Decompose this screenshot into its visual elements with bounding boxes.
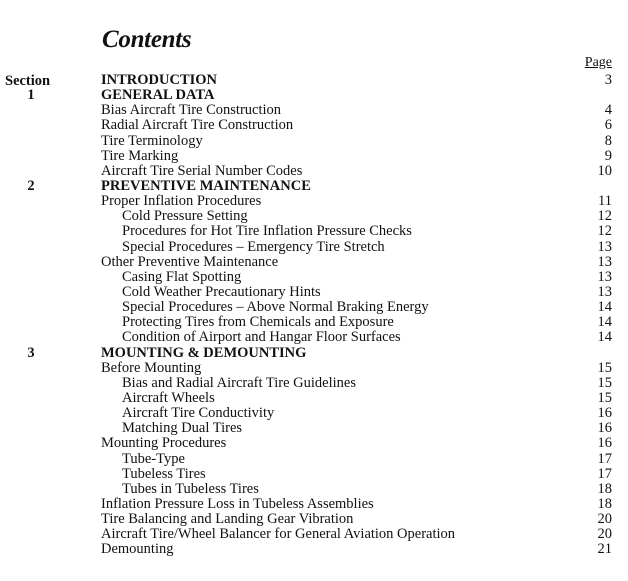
entry-title: Other Preventive Maintenance <box>101 253 279 270</box>
toc-entry[interactable] <box>0 361 628 376</box>
toc-entry[interactable] <box>0 149 628 164</box>
toc-entry[interactable] <box>0 103 628 118</box>
entry-title: Aircraft Tire/Wheel Balancer for General Aviation Operation <box>101 526 456 543</box>
toc-entry[interactable] <box>0 436 628 451</box>
page-number: 14 <box>597 314 612 331</box>
entry-title: Special Procedures – Above Normal Braking Energy <box>122 299 429 316</box>
entry-title: Cold Pressure Setting <box>122 208 248 225</box>
entry-title: Radial Aircraft Tire Construction <box>101 117 294 134</box>
page-number: 15 <box>597 389 612 406</box>
page-number: 15 <box>597 359 612 376</box>
table-of-contents <box>0 73 628 558</box>
page-number: 13 <box>597 238 612 255</box>
entry-title: Inflation Pressure Loss in Tubeless Assemblies <box>101 495 374 512</box>
toc-entry[interactable] <box>0 240 628 255</box>
entry-title: MOUNTING & DEMOUNTING <box>101 344 307 361</box>
toc-entry[interactable] <box>0 164 628 179</box>
page-number: 14 <box>597 299 612 316</box>
toc-section-heading[interactable] <box>0 179 628 194</box>
page-number: 10 <box>597 162 612 179</box>
page-number: 20 <box>597 526 612 543</box>
entry-title: Aircraft Tire Serial Number Codes <box>101 162 303 179</box>
entry-title: Tire Terminology <box>101 132 203 149</box>
page-number: 21 <box>597 541 612 558</box>
page-number: 20 <box>597 511 612 528</box>
toc-entry[interactable] <box>0 376 628 391</box>
toc-entry[interactable] <box>0 330 628 345</box>
page-number: 13 <box>597 268 612 285</box>
page-number: 16 <box>597 435 612 452</box>
entry-title: Tube-Type <box>122 450 185 467</box>
page-number: 3 <box>604 72 612 88</box>
section-column-header: Section <box>5 73 51 89</box>
entry-title: Procedures for Hot Tire Inflation Pressure Checks <box>122 223 412 240</box>
page-number: 18 <box>597 495 612 512</box>
entry-title: Tubeless Tires <box>122 465 206 482</box>
entry-title: Mounting Procedures <box>101 435 227 452</box>
toc-entry[interactable] <box>0 224 628 239</box>
section-number: 1 <box>27 87 35 104</box>
page-number: 12 <box>597 223 612 240</box>
section-number: 3 <box>27 344 35 361</box>
toc-section-heading[interactable] <box>0 73 628 88</box>
page-number: 13 <box>597 253 612 270</box>
page-number: 9 <box>604 147 612 164</box>
page-number: 17 <box>597 450 612 467</box>
toc-entry[interactable] <box>0 285 628 300</box>
entry-title: Before Mounting <box>101 359 202 376</box>
page-column-header: Page <box>584 55 612 70</box>
toc-entry[interactable] <box>0 118 628 133</box>
toc-entry[interactable] <box>0 209 628 224</box>
entry-title: Protecting Tires from Chemicals and Exposure <box>122 314 394 331</box>
toc-section-heading[interactable] <box>0 88 628 103</box>
entry-title: Aircraft Wheels <box>122 389 215 406</box>
page-number: 13 <box>597 283 612 300</box>
entry-title: INTRODUCTION <box>101 72 218 88</box>
entry-title: Matching Dual Tires <box>122 420 243 437</box>
page-number: 12 <box>597 208 612 225</box>
toc-entry[interactable] <box>0 134 628 149</box>
page-number: 11 <box>598 193 612 210</box>
section-number: 2 <box>27 177 35 194</box>
entry-title: Bias Aircraft Tire Construction <box>101 102 282 119</box>
toc-entry[interactable] <box>0 497 628 512</box>
entry-title: Demounting <box>101 541 174 558</box>
toc-entry[interactable] <box>0 512 628 527</box>
page-number: 4 <box>604 102 612 119</box>
toc-entry[interactable] <box>0 255 628 270</box>
toc-entry[interactable] <box>0 482 628 497</box>
page-title: Contents <box>102 26 192 53</box>
toc-entry[interactable] <box>0 300 628 315</box>
toc-entry[interactable] <box>0 527 628 542</box>
page-number: 6 <box>604 117 612 134</box>
entry-title: Proper Inflation Procedures <box>101 193 262 210</box>
entry-title: Bias and Radial Aircraft Tire Guidelines <box>122 374 356 391</box>
toc-entry[interactable] <box>0 452 628 467</box>
entry-title: Condition of Airport and Hangar Floor Surfaces <box>122 329 401 346</box>
page-number: 8 <box>604 132 612 149</box>
toc-entry[interactable] <box>0 315 628 330</box>
toc-entry[interactable] <box>0 406 628 421</box>
page-number: 16 <box>597 405 612 422</box>
page-number: 16 <box>597 420 612 437</box>
entry-title: PREVENTIVE MAINTENANCE <box>101 177 311 194</box>
toc-entry[interactable] <box>0 270 628 285</box>
entry-title: Cold Weather Precautionary Hints <box>122 283 321 300</box>
entry-title: Tubes in Tubeless Tires <box>122 480 259 497</box>
entry-title: Tire Marking <box>101 147 179 164</box>
toc-entry[interactable] <box>0 391 628 406</box>
page-number: 17 <box>597 465 612 482</box>
entry-title: GENERAL DATA <box>101 87 215 104</box>
toc-section-heading[interactable] <box>0 346 628 361</box>
toc-entry[interactable] <box>0 421 628 436</box>
toc-entry[interactable] <box>0 194 628 209</box>
entry-title: Aircraft Tire Conductivity <box>122 405 275 422</box>
page-number: 15 <box>597 374 612 391</box>
page-number: 14 <box>597 329 612 346</box>
toc-entry[interactable] <box>0 467 628 482</box>
entry-title: Tire Balancing and Landing Gear Vibration <box>101 511 354 528</box>
toc-entry[interactable] <box>0 542 628 557</box>
entry-title: Special Procedures – Emergency Tire Stretch <box>122 238 385 255</box>
page-number: 18 <box>597 480 612 497</box>
entry-title: Casing Flat Spotting <box>122 268 242 285</box>
